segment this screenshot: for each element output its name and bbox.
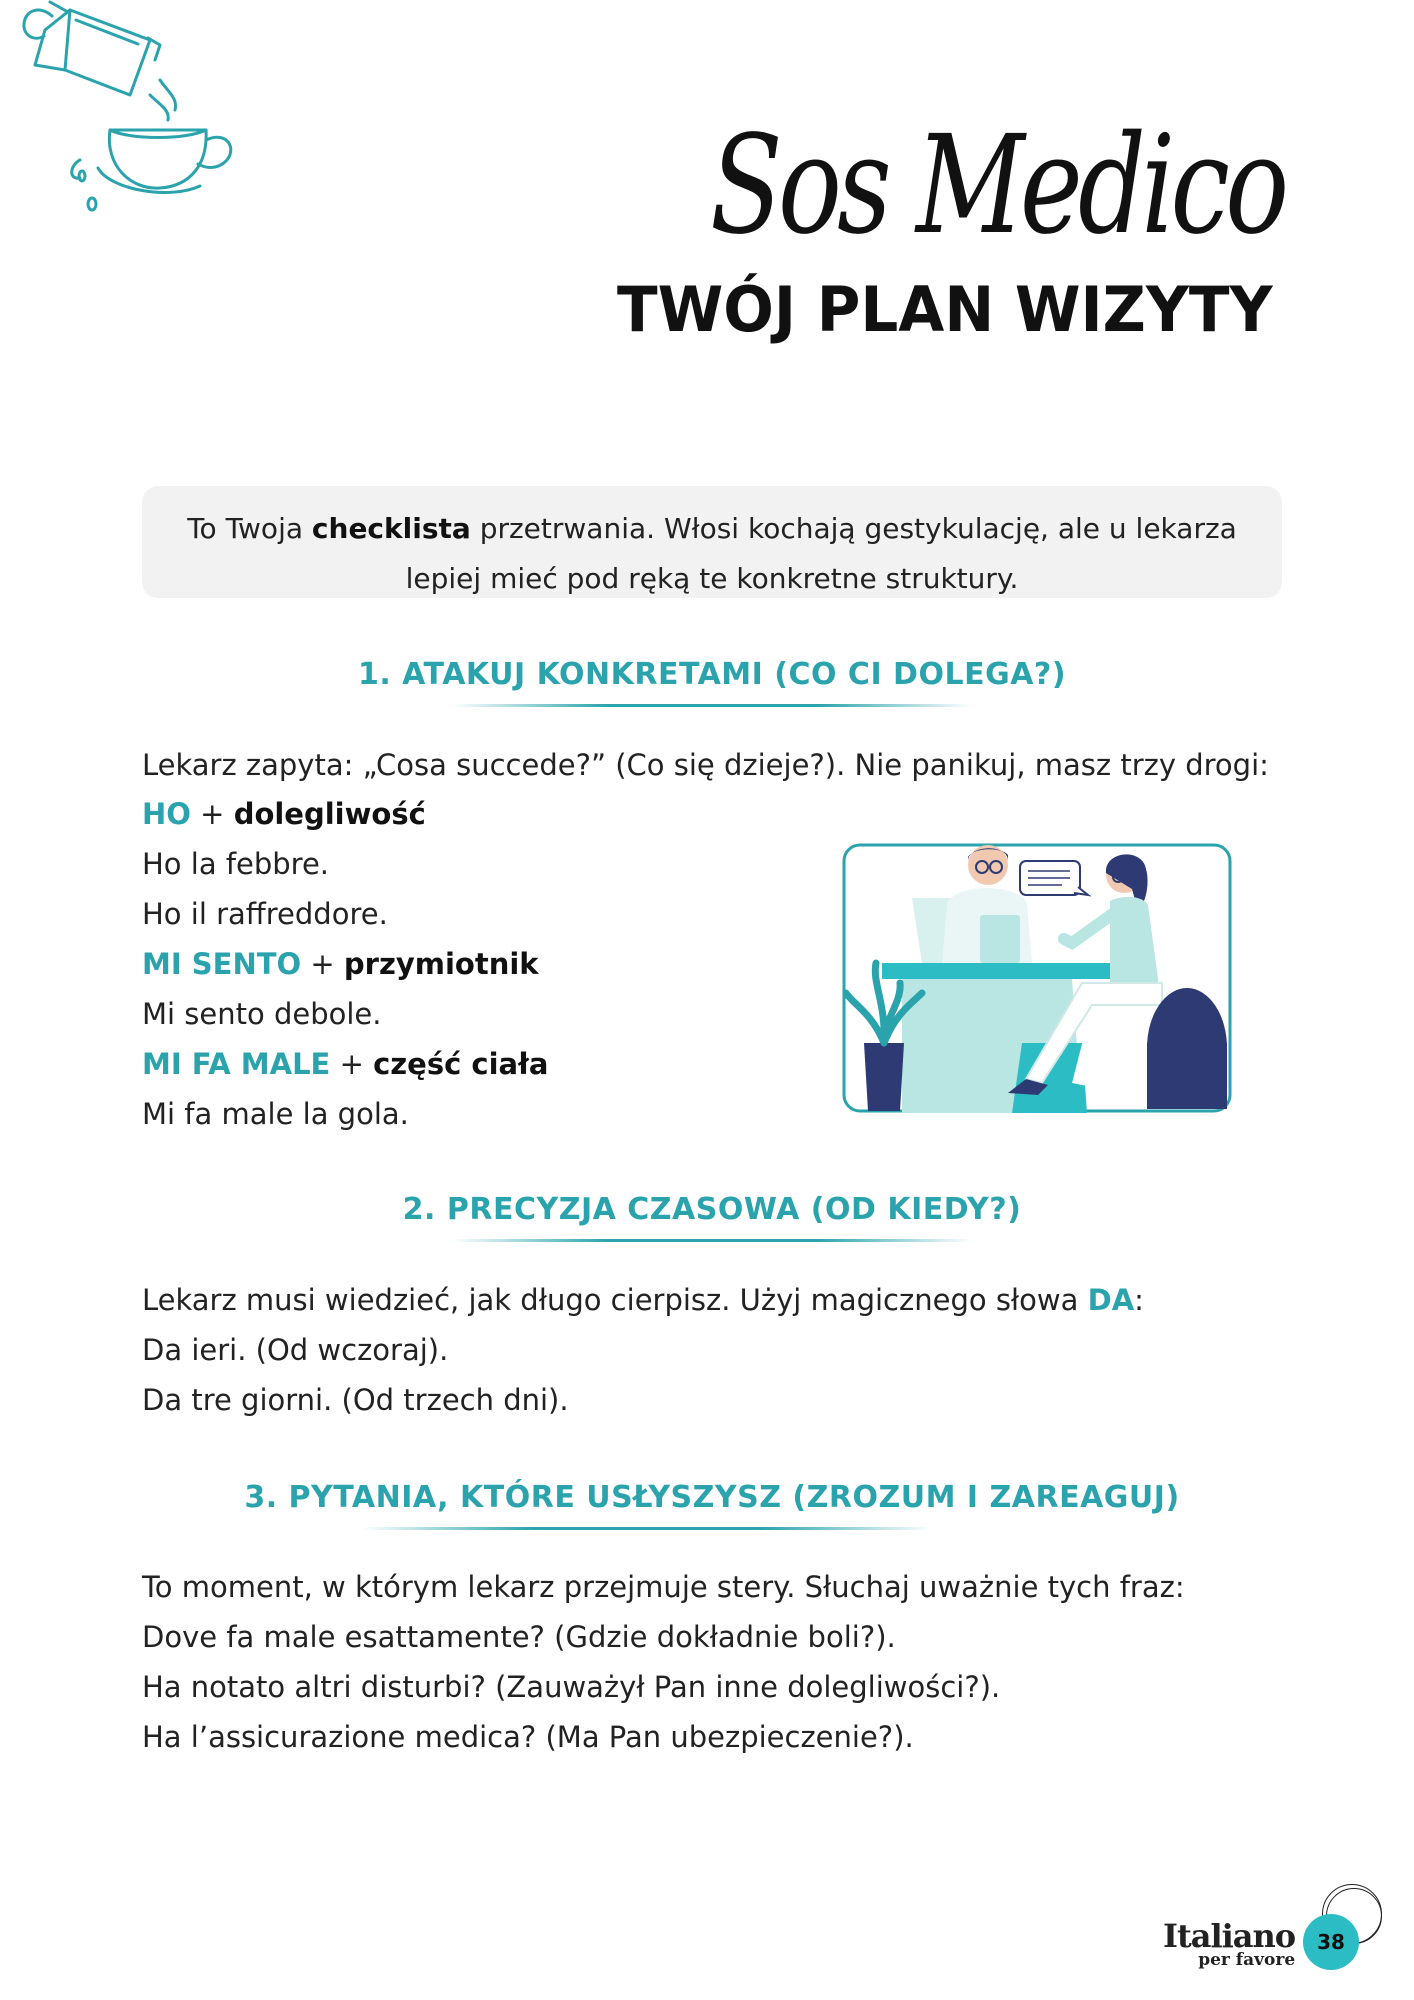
item-key: MI FA MALE	[142, 1047, 331, 1081]
section2-heading: 2. PRECYZJA CZASOWA (OD KIEDY?)	[402, 1192, 1022, 1227]
coffee-pot-cup-illustration	[10, 0, 240, 225]
question-line: Dove fa male esattamente? (Gdzie dokładnie boli?).	[142, 1620, 896, 1654]
item-desc: dolegliwość	[233, 797, 426, 831]
page-number: 38	[1317, 1930, 1345, 1954]
section2-lead	[142, 1283, 1144, 1317]
example-line: Ho la febbre.	[142, 847, 330, 881]
section1-item-mi-sento	[142, 947, 539, 981]
section3-lead: To moment, w którym lekarz przejmuje stery. Słuchaj uważnie tych fraz:	[142, 1570, 1185, 1604]
item-desc: przymiotnik	[343, 947, 539, 981]
lead-text: Lekarz musi wiedzieć, jak długo cierpisz. Użyj magicznego słowa	[142, 1283, 1088, 1317]
page-number-badge	[1303, 1914, 1359, 1970]
example-line: Mi fa male la gola.	[142, 1097, 409, 1131]
page-subtitle: TWÓJ PLAN WIZYTY	[617, 273, 1273, 346]
lead-colon: :	[1134, 1283, 1144, 1317]
section1-underline	[452, 704, 972, 707]
intro-text-2: przetrwania. Włosi kochają gestykulację, ale u lekarza lepiej mieć pod ręką te konkretne struktury.	[405, 512, 1237, 595]
section2-underline	[452, 1239, 972, 1242]
item-key: HO	[142, 797, 191, 831]
brand-logo	[1163, 1917, 1296, 1970]
question-line: Ha notato altri disturbi? (Zauważył Pan inne dolegliwości?).	[142, 1670, 1001, 1704]
example-line: Mi sento debole.	[142, 997, 382, 1031]
section1-item-mi-fa-male	[142, 1047, 548, 1081]
section3-heading: 3. PYTANIA, KTÓRE USŁYSZYSZ (ZROZUM I ZAREAGUJ)	[244, 1480, 1180, 1515]
section1-lead: Lekarz zapyta: „Cosa succede?” (Co się dzieje?). Nie panikuj, masz trzy drogi:	[142, 748, 1269, 782]
doctor-patient-illustration	[842, 843, 1232, 1113]
plus-sign: +	[190, 797, 234, 831]
lead-key: DA	[1087, 1283, 1135, 1317]
example-line: Da ieri. (Od wczoraj).	[142, 1333, 449, 1367]
question-line: Ha l’assicurazione medica? (Ma Pan ubezpieczenie?).	[142, 1720, 914, 1754]
intro-bold: checklista	[311, 512, 471, 545]
page-title: Sos Medico	[709, 107, 1284, 265]
intro-text-1: To Twoja	[187, 512, 312, 545]
plus-sign: +	[301, 947, 344, 981]
intro-box	[142, 486, 1282, 598]
section1-item-ho	[142, 797, 426, 831]
example-line: Ho il raffreddore.	[142, 897, 388, 931]
logo-line2: per favore	[1198, 1950, 1296, 1970]
item-desc: część ciała	[373, 1047, 549, 1081]
section1-heading: 1. ATAKUJ KONKRETAMI (CO CI DOLEGA?)	[357, 657, 1067, 692]
example-line: Da tre giorni. (Od trzech dni).	[142, 1383, 569, 1417]
item-key: MI SENTO	[142, 947, 302, 981]
logo-line1: Italiano	[1163, 1917, 1296, 1955]
plus-sign: +	[330, 1047, 374, 1081]
section3-underline	[362, 1527, 932, 1530]
